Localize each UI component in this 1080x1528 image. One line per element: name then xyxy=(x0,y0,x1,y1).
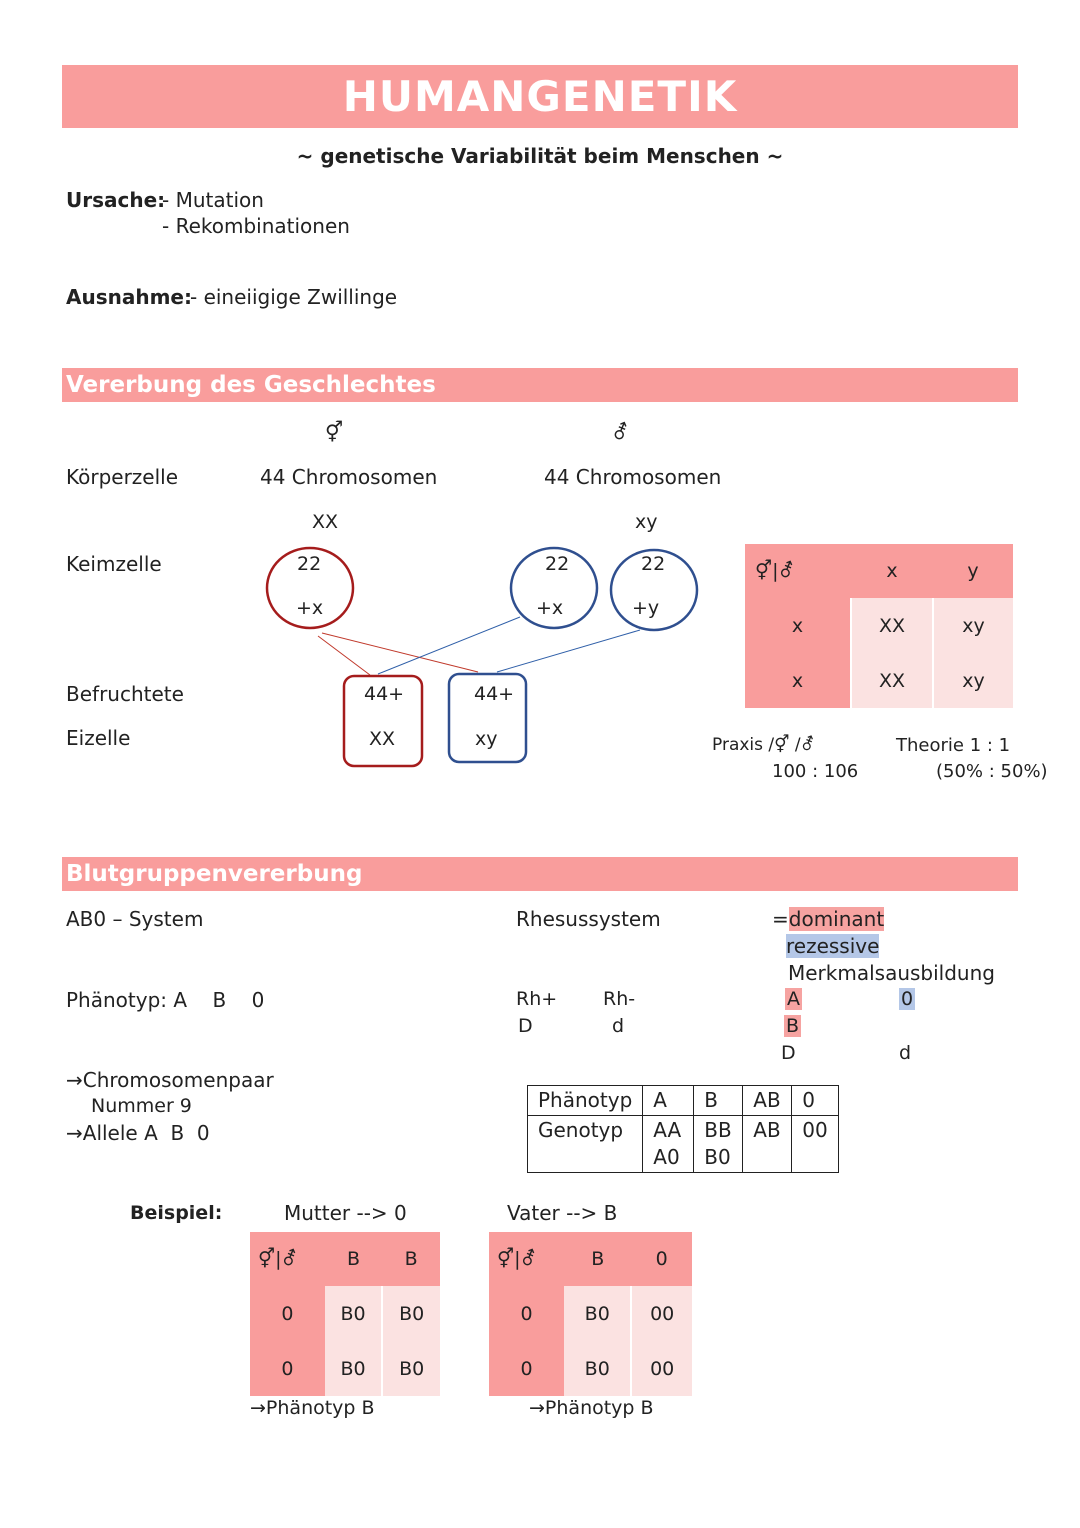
merkmal-0: 0 xyxy=(901,988,914,1010)
cross-line-blue-2 xyxy=(497,630,640,672)
legend-eq: = xyxy=(772,907,789,931)
subtitle: ~ genetische Variabilität beim Menschen ~ xyxy=(296,144,784,168)
eizelle-label: Eizelle xyxy=(66,726,131,750)
abo-title: AB0 – System xyxy=(66,907,204,931)
zygote-female-bottom: XX xyxy=(369,728,396,750)
merkmal-d: d xyxy=(899,1042,912,1064)
female-symbol-icon: ⚥ xyxy=(325,420,344,444)
cross-line-blue-1 xyxy=(378,617,520,674)
merkmal-A: A xyxy=(787,988,800,1010)
table-header-cell: Phänotyp xyxy=(528,1086,643,1116)
befruchtete-label: Befruchtete xyxy=(66,682,184,706)
punnett-corner: ⚥|⚦ xyxy=(250,1232,325,1286)
punnett-row-header: 0 xyxy=(489,1286,564,1341)
punnett-cell: B0 xyxy=(564,1286,631,1341)
gamete-male-x-bottom: +x xyxy=(536,597,564,619)
male-pair: xy xyxy=(635,511,658,533)
punnett-cell: B0 xyxy=(382,1341,440,1396)
punnett-cell: B0 xyxy=(382,1286,440,1341)
punnett-row-header: 0 xyxy=(250,1341,325,1396)
punnett-cell: B0 xyxy=(325,1341,383,1396)
chromosome-number-line: Nummer 9 xyxy=(91,1095,192,1117)
punnett-col-header: B xyxy=(382,1232,440,1286)
table-cell-B xyxy=(694,1116,743,1173)
female-pair: XX xyxy=(312,511,339,533)
mutter-label: Mutter --> 0 xyxy=(284,1201,407,1225)
legend-merkmal: Merkmalsausbildung xyxy=(788,961,995,985)
table-header-cell: AB xyxy=(743,1086,792,1116)
punnett-row-header: 0 xyxy=(489,1341,564,1396)
punnett-col-header: B xyxy=(325,1232,383,1286)
rh-D: D xyxy=(518,1015,533,1037)
vater-label: Vater --> B xyxy=(507,1201,618,1225)
punnett-cell: 00 xyxy=(631,1286,692,1341)
genotype-A0: A0 xyxy=(653,1145,680,1169)
male-chromosomes: 44 Chromosomen xyxy=(544,465,722,489)
gamete-male-y-bottom: +y xyxy=(632,597,660,619)
merkmal-B: B xyxy=(786,1015,800,1037)
legend-dominant-text: dominant xyxy=(788,907,885,931)
gamete-male-x-top: 22 xyxy=(545,553,570,575)
example-2-result: →Phänotyp B xyxy=(529,1397,654,1419)
punnett-row-header: x xyxy=(745,653,851,708)
theorie-label: Theorie 1 : 1 xyxy=(896,735,1011,756)
chromosome-pair-line: →Chromosomenpaar xyxy=(66,1068,274,1092)
ausnahme-label: Ausnahme: xyxy=(66,285,192,309)
genotype-00: 00 xyxy=(792,1116,838,1173)
praxis-label: Praxis /⚥ /⚦ xyxy=(712,735,815,755)
zygote-female-top: 44+ xyxy=(364,683,405,705)
genotype-B0: B0 xyxy=(704,1145,731,1169)
punnett-corner: ⚥|⚦ xyxy=(745,544,851,598)
genotype-AA: AA xyxy=(653,1118,682,1142)
table-row-label: Genotyp xyxy=(528,1116,643,1173)
punnett-cell: 00 xyxy=(631,1341,692,1396)
female-chromosomes: 44 Chromosomen xyxy=(260,465,438,489)
punnett-col-header: B xyxy=(564,1232,631,1286)
punnett-col-header: x xyxy=(851,544,933,598)
example-1-result: →Phänotyp B xyxy=(250,1397,375,1419)
punnett-cell: B0 xyxy=(564,1341,631,1396)
allele-line: →Allele A B 0 xyxy=(66,1121,210,1145)
section-heading-sex: Vererbung des Geschlechtes xyxy=(62,368,1018,402)
rh-positive: Rh+ xyxy=(516,988,558,1010)
keimzelle-label: Keimzelle xyxy=(66,552,162,576)
male-symbol-icon: ⚦ xyxy=(612,420,629,444)
zygote-male-top: 44+ xyxy=(474,683,515,705)
genotype-BB: BB xyxy=(704,1118,732,1142)
cross-line-red-1 xyxy=(318,636,370,675)
punnett-row-header: 0 xyxy=(250,1286,325,1341)
page-title: HUMANGENETIK xyxy=(62,65,1018,128)
punnett-corner: ⚥|⚦ xyxy=(489,1232,564,1286)
theorie-ratio: (50% : 50%) xyxy=(936,761,1048,782)
ursache-item-1: - Mutation xyxy=(162,188,264,212)
rhesus-title: Rhesussystem xyxy=(516,907,661,931)
table-header-cell: 0 xyxy=(792,1086,838,1116)
ursache-item-2: - Rekombinationen xyxy=(162,214,350,238)
koerperzelle-label: Körperzelle xyxy=(66,465,179,489)
sex-punnett-square xyxy=(745,544,1013,708)
table-header-cell: B xyxy=(694,1086,743,1116)
ursache-label: Ursache: xyxy=(66,188,166,212)
punnett-col-header: y xyxy=(933,544,1013,598)
zygote-male-bottom: xy xyxy=(475,728,498,750)
gamete-male-y-top: 22 xyxy=(641,553,666,575)
abo-phenotypes: Phänotyp: A B 0 xyxy=(66,988,265,1012)
punnett-cell: xy xyxy=(933,598,1013,653)
rh-d: d xyxy=(612,1015,625,1037)
table-header-cell: A xyxy=(643,1086,694,1116)
punnett-cell: xy xyxy=(933,653,1013,708)
gamete-female-bottom: +x xyxy=(296,597,324,619)
punnett-col-header: 0 xyxy=(631,1232,692,1286)
beispiel-label: Beispiel: xyxy=(130,1202,223,1224)
gamete-female-top: 22 xyxy=(297,553,322,575)
punnett-cell: B0 xyxy=(325,1286,383,1341)
example-punnett-1 xyxy=(250,1232,440,1396)
rh-negative: Rh- xyxy=(603,988,636,1010)
punnett-row-header: x xyxy=(745,598,851,653)
ausnahme-item-1: - eineiigige Zwillinge xyxy=(190,285,398,309)
punnett-cell: XX xyxy=(851,653,933,708)
merkmal-D: D xyxy=(781,1042,796,1064)
section-heading-blood: Blutgruppenvererbung xyxy=(62,857,1018,891)
legend-dominant xyxy=(772,907,884,931)
example-punnett-2 xyxy=(489,1232,692,1396)
punnett-cell: XX xyxy=(851,598,933,653)
table-cell-A xyxy=(643,1116,694,1173)
praxis-ratio: 100 : 106 xyxy=(772,761,859,782)
legend-rezessive: rezessive xyxy=(786,934,880,958)
cross-line-red-2 xyxy=(322,633,478,672)
phenotype-genotype-table xyxy=(527,1085,839,1173)
genotype-AB: AB xyxy=(743,1116,792,1173)
